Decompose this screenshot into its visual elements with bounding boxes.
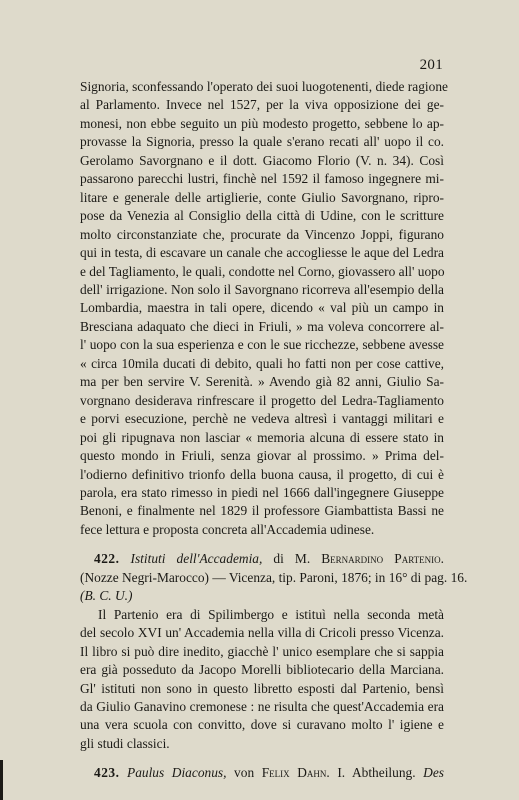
entry-423-heading bbox=[80, 764, 444, 782]
entry-part: I. Abtheilung. bbox=[337, 765, 416, 781]
entry-author: Bernardino Partenio. bbox=[321, 551, 444, 567]
entry-422-description bbox=[80, 606, 444, 754]
page-number: 201 bbox=[419, 57, 443, 73]
text-line: qui in testa, di escavare un canale che accogliesse le aque del Ledra bbox=[80, 245, 444, 261]
text-line: « circa 10mila ducati di debito, quali ho fatti non per cose cattive, bbox=[80, 355, 444, 371]
text-line: pose da Venezia al Consiglio della città di Udine, con le scritture bbox=[80, 208, 444, 224]
text-line: del secolo XVI un' Accademia nella villa di Cricoli presso Vicenza. bbox=[80, 625, 444, 641]
text-line: parola, era stato rimesso in piedi nel 1666 dall'ingegnere Giuseppe bbox=[80, 484, 444, 500]
text-line: litare e generale delle artiglierie, conte Giulio Savorgnano, ripro- bbox=[80, 189, 444, 205]
entry-author: Felix Dahn. bbox=[261, 765, 330, 781]
text-line: era già posseduto da Jacopo Morelli bibliotecario della Marciana. bbox=[80, 662, 444, 678]
text-line: l' uopo con la sua esperienza e con le sue ricchezze, sebbene avesse bbox=[80, 337, 444, 353]
text-line: dell' irrigazione. Non solo il Savorgnano ricorreva all'esempio della bbox=[80, 281, 444, 297]
entry-423 bbox=[80, 764, 444, 782]
text-line: da Giulio Ganavino cremonese : ne risulta che quest'Accademia era bbox=[80, 698, 444, 714]
text-line: e porvi esecuzione, perchè ne vedeva altresì i vantaggi militari e bbox=[80, 411, 444, 427]
text-line: fece lettura e proposta concreta all'Accademia udinese. bbox=[80, 521, 375, 537]
page-text bbox=[80, 78, 468, 783]
entry-title: Paulus Diaconus, bbox=[127, 765, 227, 781]
text-line: Gerolamo Savorgnano e il dott. Giacomo Florio (V. n. 34). Così bbox=[80, 152, 444, 168]
text-line: poi gli ripugnava non lasciar « memoria alcuna di essere stato in bbox=[80, 429, 444, 445]
entry-by: von bbox=[234, 765, 255, 781]
text-line: e del Tagliamento, le quali, condotte nel Corno, giovassero all' uopo bbox=[80, 263, 445, 279]
text-line: una vera scuola con convitto, dove si curavano molto l' igiene e bbox=[80, 717, 444, 733]
text-line: l'odierno definitivo trionfo della buona causa, il progetto, di cui è bbox=[80, 466, 444, 482]
text-line: al Parlamento. Invece nel 1527, per la viva opposizione dei ge- bbox=[80, 97, 444, 113]
text-line: monesi, non ebbe seguito un più modesto progetto, sebbene lo ap- bbox=[80, 115, 444, 131]
paragraph-ledra-project bbox=[80, 78, 448, 539]
text-line: questo mondo in Friuli, senza giovar al prossimo. » Prima del- bbox=[80, 448, 444, 464]
entry-422-heading bbox=[80, 550, 444, 568]
entry-422-publication: (Nozze Negri-Marocco) — Vicenza, tip. Paroni, 1876; in 16° di pag. 16. bbox=[80, 569, 468, 585]
text-line: vorgnano desiderava rinfrescare il progetto del Ledra-Tagliamento bbox=[80, 392, 444, 408]
entry-by: di M. bbox=[273, 551, 311, 567]
text-line: Gl' istituti non sono in questo libretto esposti dal Partenio, bensì bbox=[80, 680, 444, 696]
text-line: molto circonstanziate che, procurate da Vincenzo Joppi, figurano bbox=[80, 226, 444, 242]
entry-number: 422. bbox=[94, 551, 120, 567]
text-line: passarono parecchi lustri, finchè nel 1592 il famoso ingegnere mi- bbox=[80, 171, 444, 187]
text-line: gli studi classici. bbox=[80, 735, 170, 751]
entry-422 bbox=[80, 550, 468, 753]
text-line: Bresciana adaquato che dieci in Friuli, » ma voleva concorrere al- bbox=[80, 318, 444, 334]
text-line: Il libro si può dire inedito, giacchè l' unico esemplare che si sappia bbox=[80, 643, 444, 659]
text-line: provasse la Signoria, presso la quale s'erano recati all' uopo il co. bbox=[80, 134, 444, 150]
entry-422-location: (B. C. U.) bbox=[80, 588, 133, 604]
scan-edge bbox=[0, 760, 3, 800]
text-line: Signoria, sconfessando l'operato dei suoi luogotenenti, diede ragione bbox=[80, 79, 448, 94]
text-line: ma per ben servire V. Serenità. » Avendo già 82 anni, Giulio Sa- bbox=[80, 374, 444, 390]
entry-title: Istituti dell'Accademia, bbox=[130, 551, 263, 567]
text-line: Lombardia, maestra in tali opere, dicendo « val più un campo in bbox=[80, 300, 444, 316]
entry-continuation: Des bbox=[423, 765, 444, 781]
text-line: Benoni, e finalmente nel 1829 il professore Giambattista Bassi ne bbox=[80, 503, 444, 519]
entry-number: 423. bbox=[94, 765, 120, 781]
text-line: Il Partenio era di Spilimbergo e istituì nella seconda metà bbox=[98, 606, 444, 622]
